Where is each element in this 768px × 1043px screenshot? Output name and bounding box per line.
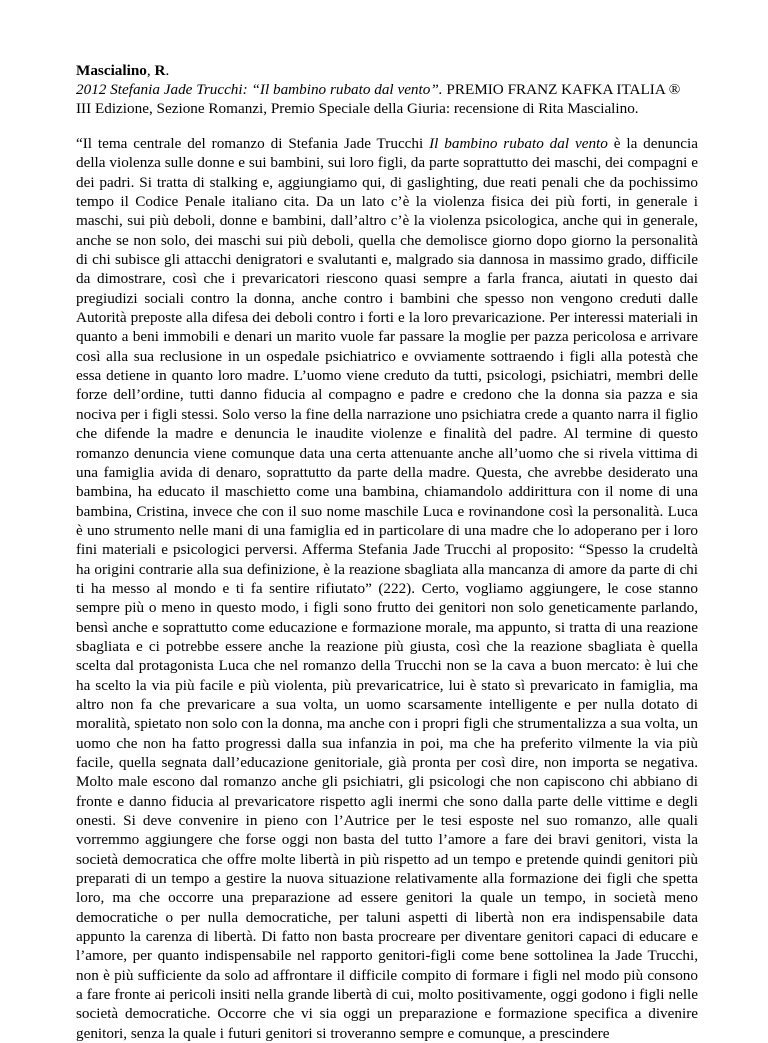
- citation-header: [76, 61, 716, 118]
- award-name: PREMIO FRANZ KAFKA ITALIA ®: [442, 81, 681, 98]
- subtitle-line: III Edizione, Sezione Romanzi, Premio Speciale della Giuria: recensione di Rita Mascialino.: [76, 100, 639, 117]
- novel-title: Il bambino rubato dal vento: [429, 135, 608, 152]
- title-line: [76, 80, 716, 99]
- author-surname: Mascialino: [76, 62, 147, 79]
- review-paragraph: [76, 134, 698, 1043]
- paragraph-body: è la denuncia della violenza sulle donne e sui bambini, sui loro figli, da parte soprattutto dei maschi, dei compagni e dei padri. Si tratta di stalking e, aggiungiamo qui, di gaslighting, due reati penali che da pochissimo tempo il Codice Penale italiano cita. Da un lato c’è la violenza fisica dei più forti, in generale i maschi, sui più deboli, donne e bambini, dall’altro c’è la violenza psicologica, anche qui in generale, anche se non solo, dei maschi sui più deboli, quella che demolisce giorno dopo giorno la personalità di chi subisce gli attacchi denigratori e svalutanti e, malgrado sia dannosa in massimo grado, difficile da dimostrare, così che i prevaricatori riescono quasi sempre a farla franca, aiutati in questo dai pregiudizi sociali contro la donna, anche contro i bambini che spesso non vengono creduti dalle Autorità preposte alla difesa dei deboli contro i forti e la loro prevaricazione. Per interessi materiali in quanto a beni immobili e denari un marito vuole far passare la moglie per pazza pericolosa e arrivare così alla sua reclusione in un ospedale psichiatrico e ovviamente sottraendo i figli alla potestà che essa detiene in quanto loro madre. L’uomo viene creduto da tutti, psicologi, psichiatri, membri delle forze dell’ordine, tutti danno fiducia al compagno e padre e credono che la donna sia pazza e sia nociva per i figli stessi. Solo verso la fine della narrazione uno psichiatra crede a quanto narra il figlio che difende la madre e denuncia le inaudite violenze e finalità del padre. Al termine di questo romanzo denuncia viene comunque data una certa attenuante anche all’uomo che si rivela vittima di una famiglia avida di denaro, soprattutto da parte della madre. Questa, che avrebbe desiderato una bambina, ha educato il maschietto come una bambina, chiamandolo addirittura con il nome di una bambina, Cristina, invece che con il suo nome maschile Luca e rovinandone così la personalità. Luca è uno strumento nelle mani di una famiglia ed in particolare di una madre che lo adoperano per i loro fini materiali e psicologici perversi. Afferma Stefania Jade Trucchi al proposito: “Spesso la crudeltà ha origini contrarie alla sua definizione, è la reazione sbagliata alla mancanza di amore da parte di chi ti ha messo al mondo e ti fa sentire rifiutato” (222). Certo, vogliamo aggiungere, le cose stanno sempre più o meno in questo modo, i figli sono frutto dei genitori non solo geneticamente parlando, bensì anche e soprattutto come educazione e formazione morale, ma appunto, si tratta di una reazione sbagliata e ci potrebbe essere anche la reazione più giusta, così che la reazione sbagliata è quella scelta dal protagonista Luca che nel romanzo della Trucchi non se la cava a buon mercato: è lui che ha scelto la via più facile e più violenta, più prevaricatrice, lui è stato sì prevaricato in famiglia, ma altro non fa che prevaricare a sua volta, un uomo scarsamente intelligente e per nulla dotato di moralità, spietato non solo con la donna, ma anche con i propri figli che strumentalizza a sua volta, un uomo che non ha fatto progressi dalla sua infanzia in poi, ma che ha preferito vilmente la via più facile, quella segnata dall’educazione genitoriale, già pronta per così dire, non importa se negativa. Molto male escono dal romanzo anche gli psichiatri, gli psicologi che non capiscono chi abbiano di fronte e danno fiducia al prevaricatore rispetto agli inermi che sono dalla parte delle vittime e degli onesti. Si deve convenire in pieno con l’Autrice per le tesi esposte nel suo romanzo, alle quali vorremmo aggiungere che forse oggi non basta del tutto l’amore a fare dei bravi genitori, vista la società democratica che offre molte libertà in più rispetto ad un tempo e pretende quindi genitori più preparati di un tempo a gestire la nuova situazione relativamente alla formazione dei figli che spetta loro, ma che occorre una preparazione ad essere genitori la quale un tempo, in società meno democratiche o per nulla democratiche, per taluni aspetti di libertà non era indispensabile data appunto la carenza di libertà. Di fatto non basta procreare per diventare genitori capaci di educare e l’amore, per quanto indispensabile nel rapporto genitori-figli come bene sottolinea la Jade Trucchi, non è più sufficiente da solo ad affrontare il difficile compito di formare i figli nel modo più consono a fare fronte ai pericoli insiti nella grande libertà di cui, molto positivamente, oggi godono i figli nelle società democratiche. Occorre che vi sia oggi un preparazione e formazione specifica a divenire genitori, senza la quale i futuri genitori si troveranno sempre e comunque, a prescindere: [76, 135, 699, 1042]
- paragraph-intro: “Il tema centrale del romanzo di Stefania Jade Trucchi: [76, 135, 430, 152]
- author-line: Mascialino, R.: [76, 62, 170, 79]
- author-initial: R: [154, 62, 166, 79]
- review-title: 2012 Stefania Jade Trucchi: “Il bambino rubato dal vento”.: [76, 81, 443, 98]
